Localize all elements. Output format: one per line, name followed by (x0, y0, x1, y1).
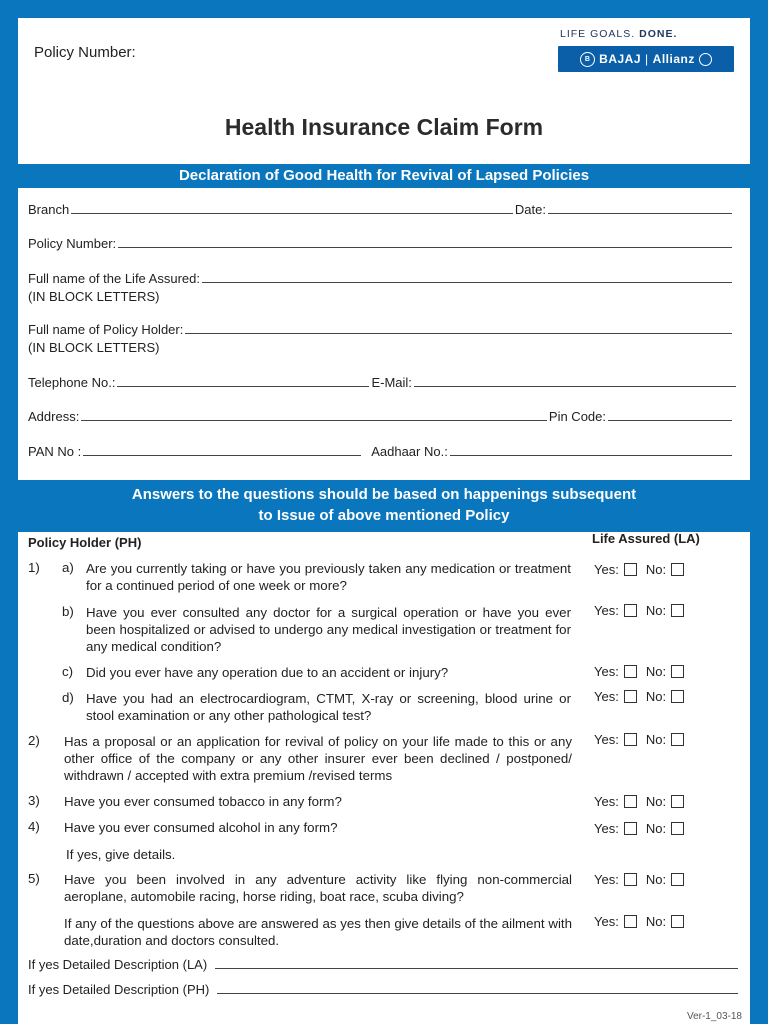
question-letter-1a: a) (62, 560, 74, 575)
yes-checkbox[interactable] (624, 604, 637, 617)
description-ph-row (28, 982, 740, 997)
policy-number-input[interactable] (118, 246, 732, 248)
life-assured-label: Full name of the Life Assured: (28, 271, 200, 286)
address-row (28, 409, 734, 424)
brand-block (558, 28, 734, 72)
policy-holder-row (28, 322, 734, 337)
answer-3 (594, 794, 693, 809)
telephone-input[interactable] (117, 385, 369, 387)
yes-checkbox[interactable] (624, 733, 637, 746)
question-5: Have you been involved in any adventure activity like flying non-commercial aeroplane, automobile racing, horse riding, boat race, scuba diving? (64, 872, 572, 904)
pan-label: PAN No : (28, 444, 82, 459)
email-input[interactable] (414, 385, 736, 387)
aadhaar-input[interactable] (450, 454, 732, 456)
answer-6 (594, 914, 693, 929)
section-band-answers (0, 480, 768, 532)
no-checkbox[interactable] (671, 795, 684, 808)
yes-checkbox[interactable] (624, 690, 637, 703)
no-label: No: (645, 664, 667, 679)
answer-2 (594, 732, 693, 747)
answer-5 (594, 872, 693, 887)
branch-input[interactable] (71, 212, 513, 214)
question-letter-1d: d) (62, 690, 74, 705)
question-letter-1b: b) (62, 604, 74, 619)
life-assured-row (28, 271, 734, 286)
question-4-detail: If yes, give details. (66, 847, 176, 862)
contact-row (28, 375, 738, 390)
yes-checkbox[interactable] (624, 915, 637, 928)
no-checkbox[interactable] (671, 733, 684, 746)
policy-number-header: Policy Number: (34, 44, 136, 61)
question-1b: Have you ever consulted any doctor for a surgical operation or have you ever been hospitalized or advised to undergo any medical investigation or treatment for any medical condition? (86, 605, 571, 654)
question-number-2: 2) (28, 733, 40, 748)
question-number-3: 3) (28, 793, 40, 808)
question-letter-1c: c) (62, 664, 74, 679)
version-label: Ver-1_03-18 (686, 1011, 742, 1022)
address-input[interactable] (81, 419, 547, 421)
question-2: Has a proposal or an application for revival of policy on your life made to this or any other office of the company or any other insurer ever been declined / postponed/ withdrawn / accepted with extra premium /revised terms (64, 734, 572, 783)
question-number-4: 4) (28, 819, 40, 834)
pin-code-input[interactable] (608, 419, 732, 421)
no-label: No: (645, 794, 667, 809)
policy-holder-label: Full name of Policy Holder: (28, 322, 184, 337)
description-ph-input[interactable] (217, 992, 738, 994)
policy-number-label: Policy Number: (28, 236, 117, 251)
yes-label: Yes: (594, 664, 619, 679)
question-1c: Did you ever have any operation due to an accident or injury? (86, 665, 449, 680)
address-label: Address: (28, 409, 80, 424)
section-band-declaration: Declaration of Good Health for Revival of Lapsed Policies (0, 164, 768, 188)
tagline (560, 28, 734, 40)
yes-label: Yes: (594, 872, 619, 887)
no-checkbox[interactable] (671, 822, 684, 835)
branch-label: Branch (28, 202, 70, 217)
column-life-assured: Life Assured (LA) (592, 531, 700, 546)
logo-separator: | (645, 52, 649, 66)
no-checkbox[interactable] (671, 563, 684, 576)
tagline-a: LIFE GOALS. (560, 28, 636, 40)
yes-label: Yes: (594, 562, 619, 577)
description-ph-label: If yes Detailed Description (PH) (28, 982, 210, 997)
column-policy-holder: Policy Holder (PH) (28, 535, 142, 550)
bajaj-emblem-icon: B (580, 52, 595, 67)
no-checkbox[interactable] (671, 915, 684, 928)
yes-label: Yes: (594, 821, 619, 836)
question-number-1: 1) (28, 560, 40, 575)
question-3: Have you ever consumed tobacco in any form? (64, 794, 342, 809)
no-label: No: (645, 562, 667, 577)
bajaj-allianz-logo (558, 46, 734, 72)
life-assured-input[interactable] (202, 281, 732, 283)
yes-label: Yes: (594, 689, 619, 704)
form-page (18, 18, 750, 1024)
question-1d: Have you had an electrocardiogram, CTMT, X-ray or screening, blood urine or stool examination or any other pathological test? (86, 691, 571, 723)
date-label: Date: (514, 202, 546, 217)
description-la-input[interactable] (215, 967, 738, 969)
yes-label: Yes: (594, 603, 619, 618)
pin-code-label: Pin Code: (548, 409, 606, 424)
aadhaar-label: Aadhaar No.: (371, 444, 448, 459)
answer-4 (594, 821, 693, 836)
email-label: E-Mail: (371, 375, 412, 390)
allianz-emblem-icon (699, 53, 712, 66)
logo-bajaj-text: BAJAJ (599, 52, 642, 66)
policy-holder-input[interactable] (185, 332, 732, 334)
no-checkbox[interactable] (671, 690, 684, 703)
yes-label: Yes: (594, 794, 619, 809)
no-label: No: (645, 821, 667, 836)
policy-holder-sublabel: (IN BLOCK LETTERS) (28, 340, 160, 355)
yes-checkbox[interactable] (624, 665, 637, 678)
branch-row (28, 202, 734, 217)
page-title: Health Insurance Claim Form (224, 114, 544, 140)
band2-line1: Answers to the questions should be based on happenings subsequent (131, 486, 637, 503)
no-label: No: (645, 872, 667, 887)
id-row (28, 444, 734, 459)
policy-number-row (28, 236, 734, 251)
yes-label: Yes: (594, 732, 619, 747)
no-checkbox[interactable] (671, 873, 684, 886)
logo-allianz-text: Allianz (652, 52, 695, 66)
no-label: No: (645, 914, 667, 929)
question-4: Have you ever consumed alcohol in any form? (64, 820, 338, 835)
no-label: No: (645, 689, 667, 704)
description-la-row (28, 957, 740, 972)
date-input[interactable] (548, 212, 732, 214)
answer-1b (594, 603, 693, 618)
telephone-label: Telephone No.: (28, 375, 116, 390)
no-checkbox[interactable] (671, 665, 684, 678)
life-assured-sublabel: (IN BLOCK LETTERS) (28, 289, 160, 304)
question-6: If any of the questions above are answered as yes then give details of the ailment with date,duration and doctors consulted. (64, 916, 572, 948)
no-label: No: (645, 732, 667, 747)
no-checkbox[interactable] (671, 604, 684, 617)
yes-checkbox[interactable] (624, 563, 637, 576)
description-la-label: If yes Detailed Description (LA) (28, 957, 208, 972)
answer-1c (594, 664, 693, 679)
question-number-5: 5) (28, 871, 40, 886)
yes-label: Yes: (594, 914, 619, 929)
yes-checkbox[interactable] (624, 795, 637, 808)
pan-input[interactable] (83, 454, 361, 456)
yes-checkbox[interactable] (624, 873, 637, 886)
yes-checkbox[interactable] (624, 822, 637, 835)
answer-1a (594, 562, 693, 577)
tagline-b: DONE. (639, 28, 678, 40)
answer-1d (594, 689, 693, 704)
band2-line2: to Issue of above mentioned Policy (258, 507, 510, 524)
no-label: No: (645, 603, 667, 618)
question-1a: Are you currently taking or have you previously taken any medication or treatment for a continued period of one week or more? (86, 561, 571, 593)
